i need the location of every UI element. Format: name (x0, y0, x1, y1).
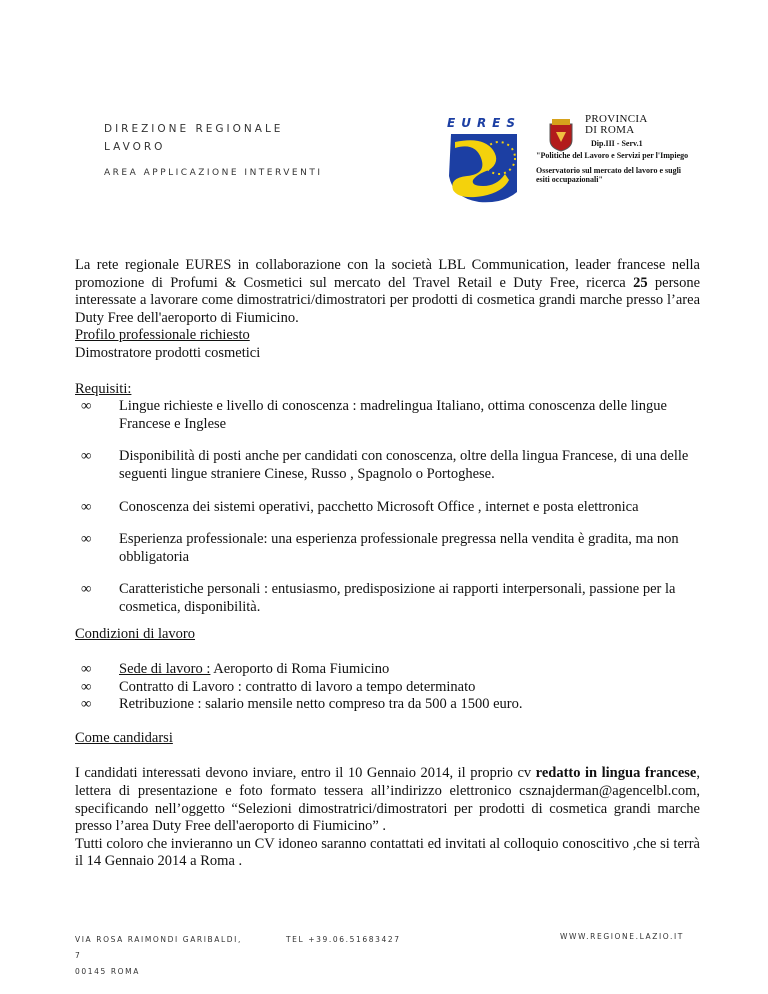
list-item: ∞ Sede di lavoro : Aeroporto di Roma Fiumicino (81, 661, 390, 678)
observatory-label: Osservatorio sul mercato del lavoro e sugli esiti occupazionali" (536, 166, 682, 184)
positions-count: 25 (633, 274, 648, 291)
list-item: ∞ Disponibilità di posti anche per candidati con conoscenza, oltre della lingua Francese, di una delle seguenti lingue straniere Cinese, Russo , Spagnolo o Portoghese. (81, 448, 689, 482)
list-item: ∞ Esperienza professionale: una esperienza professionale pregressa nella vendita è gradita, ma non obbligatoria (81, 531, 679, 565)
list-item: ∞ Lingue richieste e livello di conoscenza : madrelingua Italiano, ottima conoscenza delle lingue Francese e Inglese (81, 398, 667, 432)
apply-heading: Come candidarsi (75, 729, 173, 746)
footer-address: VIA ROSA RAIMONDI GARIBALDI, 7 00145 ROMA (75, 935, 242, 976)
dept-line-3: AREA APPLICAZIONE INTERVENTI (104, 168, 323, 178)
policy-label: "Politiche del Lavoro e Servizi per l'Impiego (536, 151, 689, 160)
conditions-heading: Condizioni di lavoro (75, 625, 196, 642)
bullet-icon: ∞ (81, 678, 92, 695)
profile-heading: Profilo professionale richiesto (75, 327, 250, 344)
intro-paragraph: La rete regionale EURES in collaborazione con la società LBL Communication, leader francese nella promozione di Profumi & Cosmetici sul mercato del Travel Retail e Duty Free, ricerca 25 persone interessate a lavorare come dimostratrici/dimostratori per prodotti di cosmetica grandi marche presso l’area Duty Free dell'aeroporto di Fiumicino. (75, 257, 701, 326)
province-name: PROVINCIA DI ROMA (585, 113, 648, 136)
list-item: ∞ Contratto di Lavoro : contratto di lavoro a tempo determinato (81, 678, 476, 695)
list-item: ∞ Conoscenza dei sistemi operativi, pacchetto Microsoft Office , internet e posta elettronica (81, 498, 639, 515)
requirements-heading: Requisiti: (75, 380, 132, 397)
eures-logo (443, 114, 525, 206)
list-item: ∞ Caratteristiche personali : entusiasmo, predisposizione ai rapporti interpersonali, passione per la cosmetica, disponibilità. (81, 581, 676, 615)
footer-website[interactable]: WWW.REGIONE.LAZIO.IT (560, 932, 684, 941)
bullet-icon: ∞ (81, 398, 92, 415)
dept-line-2: LAVORO (104, 141, 166, 153)
dept-line-1: DIREZIONE REGIONALE (104, 123, 284, 135)
department-header (104, 120, 323, 178)
conditions-list (75, 661, 700, 714)
bullet-icon: ∞ (81, 498, 92, 515)
list-item: ∞ Retribuzione : salario mensile netto compreso tra da 500 a 1500 euro. (81, 696, 523, 713)
eures-wordmark: EURES (447, 116, 522, 130)
bullet-icon: ∞ (81, 581, 92, 598)
crest-icon (548, 118, 574, 152)
profile-value: Dimostratore prodotti cosmetici (75, 344, 261, 361)
requirements-list (75, 398, 700, 616)
announcement-body (75, 257, 700, 871)
dip-label: Dip.III - Serv.1 (591, 139, 643, 148)
bullet-icon: ∞ (81, 661, 92, 678)
bullet-icon: ∞ (81, 531, 92, 548)
apply-paragraph: I candidati interessati devono inviare, entro il 10 Gennaio 2014, il proprio cv redatto in lingua francese, lettera di presentazione e foto formato tessera all’indirizzo elettronico csznajderman@agencelbl.com, specificando nell’oggetto “Selezioni dimostratrici/dimostratori per prodotti di cosmetica grandi marche presso l’area Duty Free dell'aeroporto di Fiumicino” . (75, 765, 700, 835)
bullet-icon: ∞ (81, 448, 92, 465)
bullet-icon: ∞ (81, 696, 92, 713)
footer-phone: TEL +39.06.51683427 (286, 935, 401, 944)
contact-paragraph: Tutti coloro che invieranno un CV idoneo saranno contattati ed invitati al colloquio conoscitivo ,che si terrà il 14 Gennaio 2014 a Roma . (75, 835, 700, 870)
